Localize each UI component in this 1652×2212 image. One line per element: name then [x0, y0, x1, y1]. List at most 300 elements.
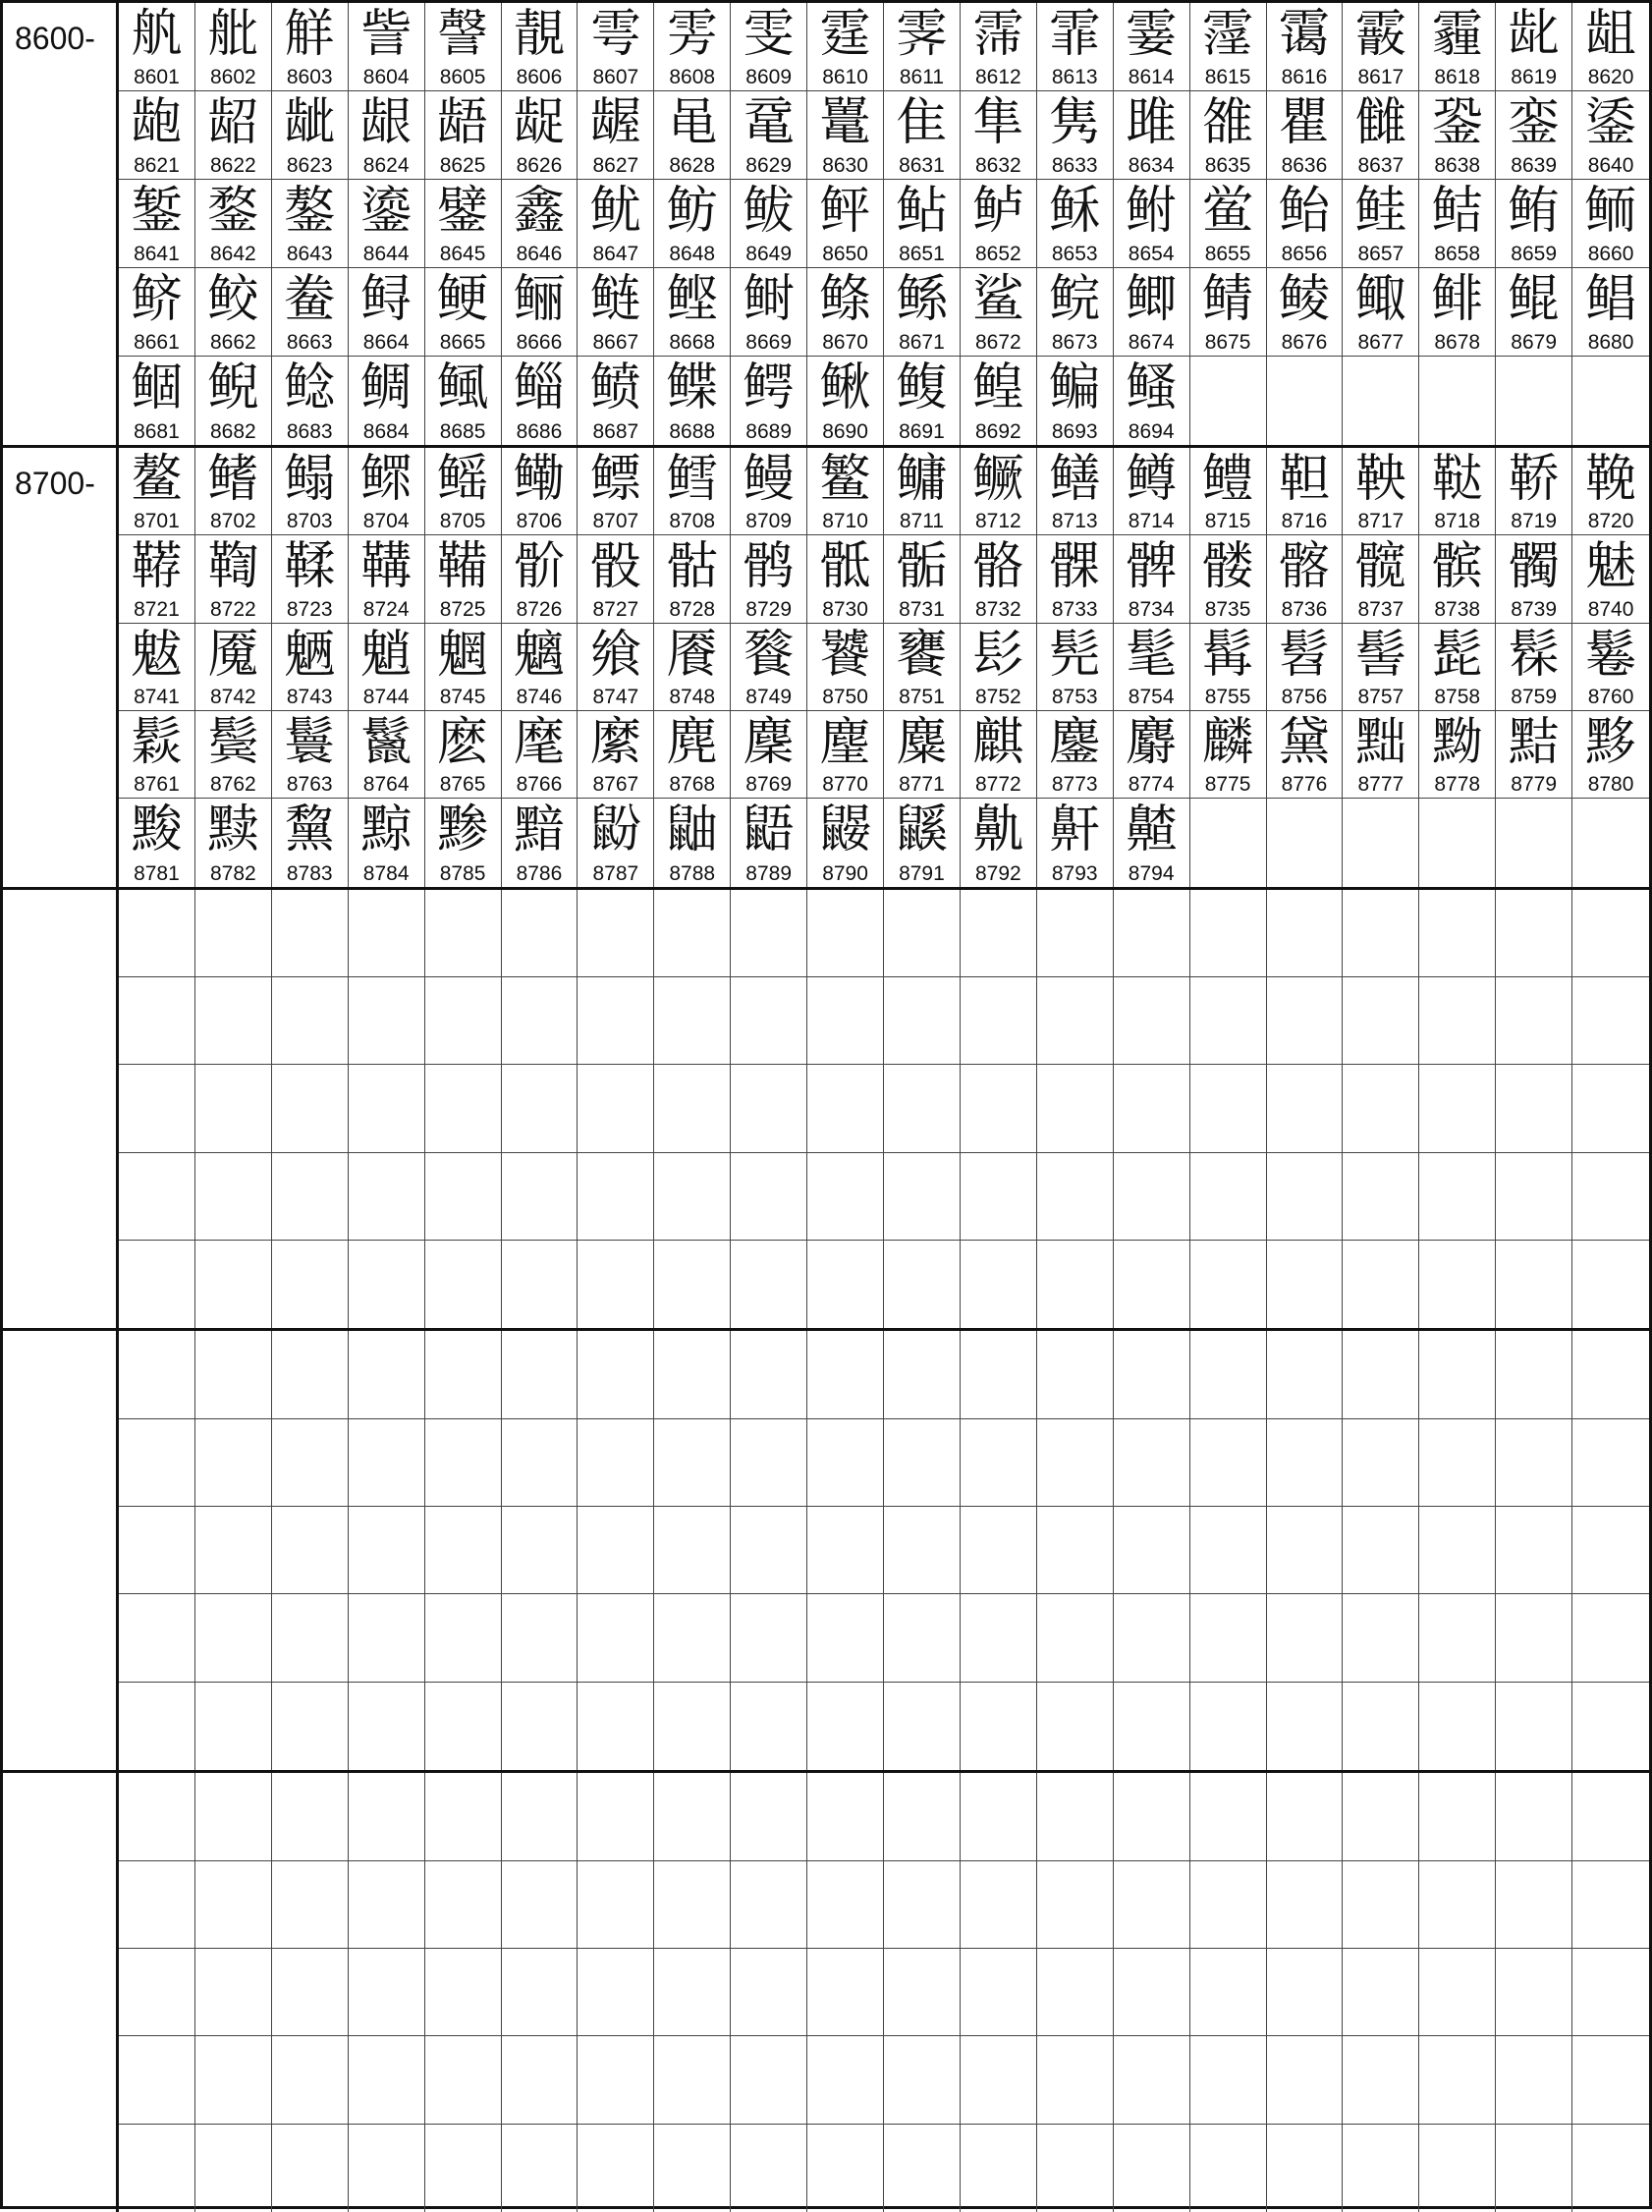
character-glyph: 餍 [666, 625, 718, 685]
character-cell [1190, 890, 1267, 977]
character-code: 8718 [1434, 510, 1481, 533]
character-code: 8627 [592, 153, 639, 177]
character-cell [884, 890, 961, 977]
character-cell [195, 535, 272, 623]
character-code: 8764 [362, 773, 410, 797]
character-glyph: 鲶 [284, 358, 336, 417]
character-glyph: 鞔 [1585, 449, 1637, 509]
character-code: 8786 [516, 861, 563, 885]
character-glyph: 鬏 [131, 712, 183, 772]
character-cell [502, 1594, 578, 1682]
character-cell [119, 1241, 195, 1328]
character-cell [654, 1949, 731, 2036]
character-code: 8701 [134, 510, 180, 533]
character-cell [272, 91, 349, 180]
character-code: 8691 [899, 419, 945, 443]
character-cell [731, 1241, 807, 1328]
character-glyph: 鲰 [1354, 269, 1406, 329]
character-cell [884, 448, 961, 535]
character-code: 8659 [1511, 242, 1557, 265]
character-cell [502, 624, 578, 711]
character-code: 8684 [362, 419, 410, 443]
character-cell [1496, 890, 1572, 977]
character-cell [272, 977, 349, 1065]
character-cell [1267, 1949, 1344, 2036]
character-cell [1267, 1153, 1344, 1241]
character-code: 8782 [209, 861, 256, 885]
character-cell [807, 977, 884, 1065]
character-code: 8771 [899, 773, 945, 797]
character-cell [807, 1419, 884, 1507]
character-glyph: 龃 [1585, 5, 1637, 64]
character-cell [349, 1065, 425, 1152]
character-cell [502, 1331, 578, 1418]
character-code: 8660 [1587, 242, 1634, 265]
character-cell [1037, 1773, 1114, 1860]
character-cell [1343, 91, 1419, 180]
character-code: 8635 [1204, 153, 1251, 177]
character-cell [195, 1241, 272, 1328]
character-cell [578, 624, 654, 711]
character-code: 8683 [286, 419, 333, 443]
character-code: 8601 [134, 65, 180, 88]
character-code: 8652 [974, 242, 1021, 265]
character-code: 8671 [899, 330, 945, 354]
character-cell [807, 624, 884, 711]
character-code: 8728 [669, 597, 716, 621]
character-glyph: 鳟 [1126, 449, 1178, 509]
character-glyph: 髫 [1278, 625, 1330, 685]
character-code: 8636 [1281, 153, 1328, 177]
character-code: 8702 [209, 510, 256, 533]
character-cell [502, 448, 578, 535]
character-cell [1037, 2125, 1114, 2212]
character-code: 8676 [1281, 330, 1328, 354]
character-glyph: 麾 [513, 712, 565, 772]
character-cell [425, 1419, 502, 1507]
character-glyph: 鲼 [589, 358, 641, 417]
character-code: 8662 [209, 330, 256, 354]
character-cell [1114, 711, 1190, 799]
character-cell [654, 977, 731, 1065]
character-cell [731, 1331, 807, 1418]
character-cell [502, 2125, 578, 2212]
character-cell [1572, 890, 1649, 977]
character-cell [272, 711, 349, 799]
character-cell [195, 1949, 272, 2036]
character-cell [1419, 1065, 1496, 1152]
character-code: 8761 [134, 773, 180, 797]
character-cell [425, 357, 502, 445]
character-cell [1037, 1065, 1114, 1152]
character-code: 8692 [974, 419, 1021, 443]
character-code: 8753 [1051, 685, 1098, 708]
character-cell [1572, 91, 1649, 180]
character-code: 8707 [592, 510, 639, 533]
character-cell [1419, 1331, 1496, 1418]
character-cell [349, 1594, 425, 1682]
character-cell [1037, 1683, 1114, 1770]
character-cell [1037, 448, 1114, 535]
character-cell [1419, 1153, 1496, 1241]
character-cell [1190, 1153, 1267, 1241]
character-glyph: 鞯 [131, 537, 183, 597]
character-code: 8640 [1587, 153, 1634, 177]
character-cell [119, 711, 195, 799]
character-code: 8693 [1051, 419, 1098, 443]
character-cell [195, 1507, 272, 1594]
character-code: 8789 [745, 861, 792, 885]
character-code: 8762 [209, 773, 256, 797]
character-cell [1037, 268, 1114, 357]
character-cell [1496, 448, 1572, 535]
character-code: 8648 [669, 242, 716, 265]
character-glyph: 髋 [1354, 537, 1406, 597]
character-cell [1267, 1773, 1344, 1860]
character-code: 8686 [516, 419, 563, 443]
character-glyph: 霰 [1354, 5, 1406, 64]
character-cell [425, 1065, 502, 1152]
character-grid [119, 1331, 1649, 1770]
character-cell [654, 799, 731, 886]
character-glyph: 鼍 [819, 92, 871, 152]
character-cell [654, 1065, 731, 1152]
character-glyph: 黛 [1278, 712, 1330, 772]
character-cell [1267, 357, 1344, 445]
character-code: 8756 [1281, 685, 1328, 708]
character-cell [961, 624, 1037, 711]
character-glyph: 雱 [666, 5, 718, 64]
character-cell [119, 1065, 195, 1152]
character-glyph: 鏖 [1049, 712, 1101, 772]
character-cell [272, 357, 349, 445]
character-cell [1190, 3, 1267, 91]
character-cell [1190, 180, 1267, 268]
character-cell [1037, 799, 1114, 886]
character-code: 8716 [1281, 510, 1328, 533]
character-code: 8704 [362, 510, 410, 533]
character-cell [425, 91, 502, 180]
character-cell [502, 1773, 578, 1860]
character-cell [807, 268, 884, 357]
character-cell [961, 1861, 1037, 1949]
character-cell [884, 1949, 961, 2036]
character-cell [807, 2125, 884, 2212]
character-glyph: 魇 [207, 625, 259, 685]
character-glyph: 鱿 [589, 181, 641, 241]
character-cell [884, 711, 961, 799]
character-code: 8628 [669, 153, 716, 177]
character-cell [731, 91, 807, 180]
character-glyph: 鲵 [207, 358, 259, 417]
character-cell [502, 711, 578, 799]
character-cell [1496, 268, 1572, 357]
character-glyph: 麝 [1126, 712, 1178, 772]
character-cell [425, 2036, 502, 2124]
character-glyph: 靚 [513, 5, 565, 64]
character-code: 8770 [822, 773, 868, 797]
character-cell [654, 535, 731, 623]
character-code: 8720 [1587, 510, 1634, 533]
character-code: 8751 [899, 685, 945, 708]
character-cell [654, 1241, 731, 1328]
character-cell [884, 180, 961, 268]
character-cell [961, 1419, 1037, 1507]
character-glyph: 鳌 [131, 449, 183, 509]
character-cell [1572, 1331, 1649, 1418]
character-cell [1114, 268, 1190, 357]
character-glyph: 鲟 [360, 269, 413, 329]
character-glyph: 隽 [1049, 92, 1101, 152]
character-glyph: 黢 [131, 801, 183, 860]
character-cell [1190, 357, 1267, 445]
code-block-1 [3, 445, 1649, 887]
character-glyph: 鲡 [513, 269, 565, 329]
character-cell [119, 448, 195, 535]
character-cell [807, 1507, 884, 1594]
character-cell [1114, 1861, 1190, 1949]
character-cell [425, 2125, 502, 2212]
character-cell [1114, 3, 1190, 91]
character-cell [578, 357, 654, 445]
character-code: 8734 [1128, 597, 1175, 621]
character-code: 8682 [209, 419, 256, 443]
character-cell [654, 180, 731, 268]
character-glyph: 黧 [284, 801, 336, 860]
character-glyph: 錾 [131, 181, 183, 241]
character-cell [731, 1949, 807, 2036]
character-grid [119, 3, 1649, 445]
character-cell [884, 1153, 961, 1241]
character-cell [425, 448, 502, 535]
character-glyph: 隼 [972, 92, 1024, 152]
character-code: 8738 [1434, 597, 1481, 621]
character-glyph: 霭 [1278, 5, 1330, 64]
character-code: 8613 [1051, 65, 1098, 88]
character-glyph: 鳢 [1202, 449, 1254, 509]
character-cell [884, 1683, 961, 1770]
character-code: 8654 [1128, 242, 1175, 265]
character-cell [1114, 890, 1190, 977]
character-cell [731, 799, 807, 886]
character-glyph: 骼 [972, 537, 1024, 597]
character-cell [502, 3, 578, 91]
character-glyph: 饕 [819, 625, 871, 685]
character-glyph: 黯 [513, 801, 565, 860]
character-glyph: 霪 [1202, 5, 1254, 64]
character-glyph: 鼋 [743, 92, 795, 152]
character-cell [272, 1419, 349, 1507]
character-cell [731, 448, 807, 535]
character-code: 8752 [974, 685, 1021, 708]
character-glyph: 鼾 [1049, 801, 1101, 860]
character-glyph: 鲞 [284, 269, 336, 329]
character-cell [654, 1331, 731, 1418]
character-cell [349, 624, 425, 711]
character-cell [1267, 448, 1344, 535]
character-glyph: 髯 [1202, 625, 1254, 685]
character-code: 8680 [1587, 330, 1634, 354]
character-glyph: 魅 [1585, 537, 1637, 597]
character-cell [1190, 799, 1267, 886]
character-cell [425, 1241, 502, 1328]
character-cell [961, 711, 1037, 799]
character-cell [1190, 2036, 1267, 2124]
character-cell [961, 535, 1037, 623]
character-glyph: 鲭 [1202, 269, 1254, 329]
character-code: 8772 [974, 773, 1021, 797]
character-cell [1037, 1594, 1114, 1682]
character-cell [1267, 1331, 1344, 1418]
character-cell [195, 357, 272, 445]
character-glyph: 鲢 [589, 269, 641, 329]
character-cell [1419, 3, 1496, 91]
character-cell [425, 1507, 502, 1594]
character-cell [807, 1241, 884, 1328]
character-cell [807, 357, 884, 445]
character-cell [272, 1065, 349, 1152]
character-cell [884, 1507, 961, 1594]
character-cell [1419, 535, 1496, 623]
character-cell [884, 1594, 961, 1682]
character-cell [272, 2125, 349, 2212]
character-code: 8637 [1357, 153, 1404, 177]
character-code: 8733 [1051, 597, 1098, 621]
character-cell [1343, 448, 1419, 535]
character-glyph: 鳅 [819, 358, 871, 417]
character-cell [807, 1594, 884, 1682]
character-cell [349, 1861, 425, 1949]
character-cell [1419, 1419, 1496, 1507]
character-code: 8675 [1204, 330, 1251, 354]
character-cell [1572, 1419, 1649, 1507]
character-cell [195, 977, 272, 1065]
character-code: 8713 [1051, 510, 1098, 533]
character-cell [654, 268, 731, 357]
character-cell [349, 1683, 425, 1770]
character-code: 8775 [1204, 773, 1251, 797]
character-cell [884, 1331, 961, 1418]
character-glyph: 鳕 [666, 449, 718, 509]
character-cell [195, 799, 272, 886]
character-glyph: 鞣 [284, 537, 336, 597]
character-cell [502, 1949, 578, 2036]
character-cell [731, 711, 807, 799]
character-cell [1114, 1773, 1190, 1860]
character-cell [502, 91, 578, 180]
character-cell [1496, 2125, 1572, 2212]
character-glyph: 龇 [284, 92, 336, 152]
character-glyph: 鳋 [1126, 358, 1178, 417]
character-glyph: 鞫 [207, 537, 259, 597]
character-glyph: 齄 [1126, 801, 1178, 860]
character-code: 8748 [669, 685, 716, 708]
character-cell [1037, 2036, 1114, 2124]
character-cell [1190, 977, 1267, 1065]
character-glyph: 鲒 [1431, 181, 1483, 241]
block-label [3, 1331, 119, 1770]
character-cell [961, 1331, 1037, 1418]
character-cell [1037, 1949, 1114, 2036]
character-glyph: 髅 [1202, 537, 1254, 597]
character-cell [502, 1065, 578, 1152]
character-glyph: 鲴 [131, 358, 183, 417]
character-code: 8639 [1511, 153, 1557, 177]
character-cell [1419, 180, 1496, 268]
character-glyph: 鞒 [1508, 449, 1560, 509]
character-cell [195, 180, 272, 268]
character-cell [1496, 180, 1572, 268]
character-cell [1419, 1861, 1496, 1949]
character-cell [1190, 2125, 1267, 2212]
character-code: 8783 [286, 861, 333, 885]
character-cell [272, 1683, 349, 1770]
character-glyph: 鞅 [1354, 449, 1406, 509]
character-code: 8742 [209, 685, 256, 708]
character-cell [1037, 1419, 1114, 1507]
character-cell [1037, 91, 1114, 180]
character-cell [195, 3, 272, 91]
character-code: 8689 [745, 419, 792, 443]
character-code: 8703 [286, 510, 333, 533]
character-glyph: 鳆 [896, 358, 948, 417]
character-cell [1114, 1949, 1190, 2036]
character-cell [807, 1683, 884, 1770]
character-cell [807, 1861, 884, 1949]
character-glyph: 鲩 [1049, 269, 1101, 329]
character-cell [731, 2036, 807, 2124]
character-code: 8688 [669, 419, 716, 443]
character-code: 8615 [1204, 65, 1251, 88]
character-code: 8612 [974, 65, 1021, 88]
character-code: 8621 [134, 153, 180, 177]
character-cell [1343, 357, 1419, 445]
character-cell [195, 890, 272, 977]
character-cell [425, 890, 502, 977]
character-cell [1190, 711, 1267, 799]
block-label [3, 1773, 119, 2212]
character-glyph: 觧 [284, 5, 336, 64]
character-cell [195, 1065, 272, 1152]
character-cell [349, 3, 425, 91]
character-glyph: 霾 [1431, 5, 1483, 64]
character-cell [961, 1949, 1037, 2036]
character-cell [1114, 357, 1190, 445]
character-glyph: 雠 [1354, 92, 1406, 152]
character-cell [1343, 1507, 1419, 1594]
character-cell [961, 977, 1037, 1065]
character-cell [1190, 1241, 1267, 1328]
character-glyph: 黪 [437, 801, 489, 860]
character-code: 8603 [286, 65, 333, 88]
character-cell [1419, 977, 1496, 1065]
character-cell [272, 1507, 349, 1594]
character-cell [1114, 1683, 1190, 1770]
character-cell [119, 1419, 195, 1507]
character-glyph: 黜 [1354, 712, 1406, 772]
character-glyph: 霆 [819, 5, 871, 64]
character-code: 8674 [1128, 330, 1175, 354]
character-code: 8663 [286, 330, 333, 354]
character-cell [807, 180, 884, 268]
character-cell [502, 1683, 578, 1770]
character-cell [1343, 799, 1419, 886]
character-cell [731, 180, 807, 268]
character-cell [1190, 1594, 1267, 1682]
character-cell [1343, 624, 1419, 711]
character-cell [884, 1419, 961, 1507]
character-cell [807, 3, 884, 91]
